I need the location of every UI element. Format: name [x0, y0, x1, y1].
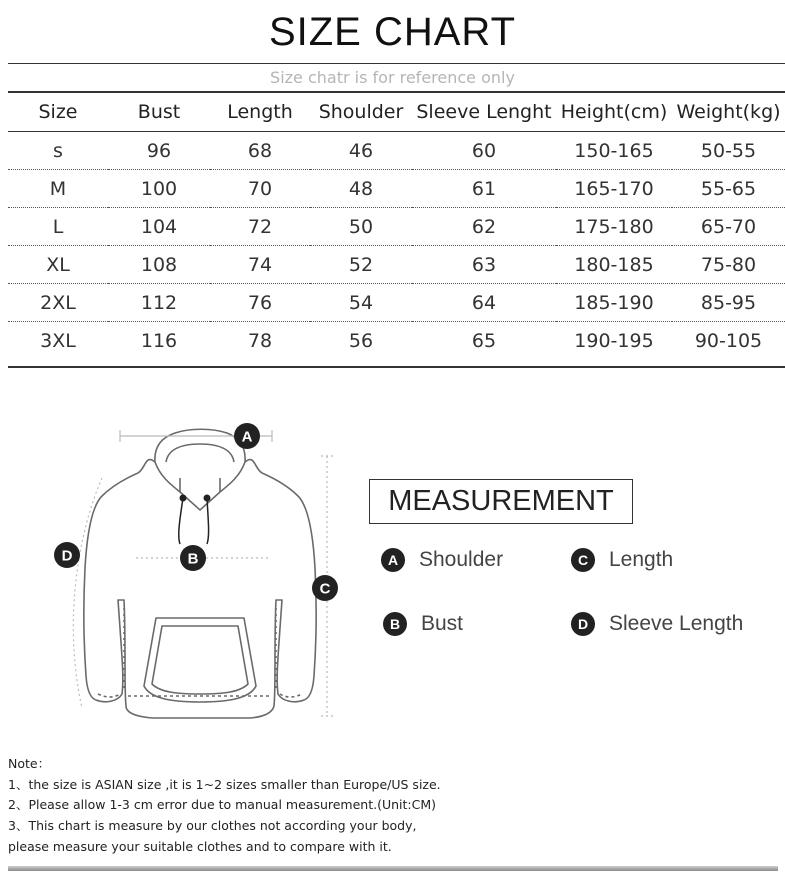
header-cell: Sleeve Lenght	[412, 93, 556, 132]
badge-c-icon: C	[571, 548, 595, 572]
table-cell: 65-70	[672, 208, 785, 246]
table-cell: 50	[310, 208, 412, 246]
note-line: 1、the size is ASIAN size ,it is 1~2 sizes smaller than Europe/US size.	[8, 776, 441, 792]
table-cell: 56	[348, 329, 374, 352]
notes-section	[8, 754, 768, 858]
table-cell: 62	[412, 208, 556, 246]
notes-heading: Note：	[8, 756, 51, 771]
table-cell: 54	[310, 284, 412, 322]
legend-sleeve-length	[571, 612, 743, 636]
table-cell: 60	[412, 132, 556, 170]
header-cell: Bust	[108, 93, 210, 132]
table-row	[8, 132, 785, 170]
table-row	[8, 322, 785, 360]
table-row	[8, 208, 785, 246]
note-line: 2、Please allow 1-3 cm error due to manual measurement.(Unit:CM)	[8, 797, 437, 813]
table-cell: 85-95	[672, 284, 785, 322]
note-line: 3、This chart is measure by our clothes not according your body,	[8, 818, 417, 834]
header-cell: Weight(kg)	[672, 93, 785, 132]
table-cell: 104	[108, 208, 210, 246]
table-cell: XL	[8, 246, 108, 284]
table-cell: 180-185	[556, 246, 672, 284]
header-cell: Length	[210, 93, 310, 132]
table-cell: s	[8, 132, 108, 170]
table-row	[8, 170, 785, 208]
title-divider	[8, 63, 785, 64]
hoodie-diagram	[40, 418, 370, 728]
table-cell: 65	[471, 329, 497, 352]
table-cell: L	[8, 208, 108, 246]
legend-label: Shoulder	[419, 548, 504, 571]
legend-shoulder	[381, 548, 503, 572]
table-cell: 2XL	[8, 284, 108, 322]
table-cell: 165-170	[556, 170, 672, 208]
table-cell: 48	[310, 170, 412, 208]
page-title: SIZE CHART	[268, 10, 517, 54]
legend-bust	[383, 612, 463, 636]
hoodie-body-outline	[84, 460, 316, 718]
table-header-row	[8, 93, 785, 132]
subtitle: Size chatr is for reference only	[270, 68, 515, 87]
table-cell: 46	[310, 132, 412, 170]
table-cell: 190-195	[574, 329, 654, 352]
table-row	[8, 246, 785, 284]
table-cell: 50-55	[672, 132, 785, 170]
table-cell: 96	[108, 132, 210, 170]
marker-b	[180, 545, 206, 571]
table-cell: 68	[210, 132, 310, 170]
table-cell: 116	[140, 329, 178, 352]
table-bottom-rule	[8, 366, 785, 368]
svg-text:B: B	[187, 550, 199, 568]
table-cell: 55-65	[672, 170, 785, 208]
legend-label: Length	[609, 548, 674, 571]
legend-label: Bust	[421, 612, 464, 635]
legend-label: Sleeve Length	[609, 612, 744, 635]
hood-outline	[155, 429, 245, 510]
table-cell: 175-180	[556, 208, 672, 246]
badge-b-icon: B	[383, 612, 407, 636]
badge-d-icon: D	[571, 612, 595, 636]
note-line: please measure your suitable clothes and to compare with it.	[8, 838, 392, 854]
size-table	[8, 93, 785, 359]
svg-text:D: D	[61, 547, 73, 565]
table-cell: 78	[247, 329, 273, 352]
header-cell: Height(cm)	[556, 93, 672, 132]
svg-text:C: C	[319, 580, 331, 598]
table-cell: 72	[210, 208, 310, 246]
table-row	[8, 284, 785, 322]
table-cell: 150-165	[556, 132, 672, 170]
table-cell: 75-80	[672, 246, 785, 284]
marker-a	[234, 423, 260, 449]
table-cell: 74	[210, 246, 310, 284]
table-cell: 3XL	[40, 329, 76, 352]
table-cell: 108	[108, 246, 210, 284]
sleeve-measure-line	[73, 478, 102, 708]
marker-d	[54, 542, 80, 568]
table-cell: 100	[108, 170, 210, 208]
pocket-inner-outline	[152, 626, 248, 694]
table-cell: 76	[210, 284, 310, 322]
header-cell: Size	[8, 93, 108, 132]
table-cell: 185-190	[556, 284, 672, 322]
measurement-title: MEASUREMENT	[369, 479, 633, 524]
table-cell: 64	[412, 284, 556, 322]
table-cell: 63	[412, 246, 556, 284]
table-cell: 90-105	[694, 329, 763, 352]
header-cell: Shoulder	[310, 93, 412, 132]
table-cell: 70	[210, 170, 310, 208]
table-cell: 52	[310, 246, 412, 284]
hood-inner-outline	[166, 444, 234, 462]
marker-c	[312, 575, 338, 601]
svg-text:A: A	[241, 428, 253, 446]
legend-length	[571, 548, 673, 572]
table-cell: 61	[412, 170, 556, 208]
badge-a-icon: A	[381, 548, 405, 572]
table-cell: 112	[108, 284, 210, 322]
table-cell: M	[8, 170, 108, 208]
bottom-bar	[8, 866, 778, 871]
